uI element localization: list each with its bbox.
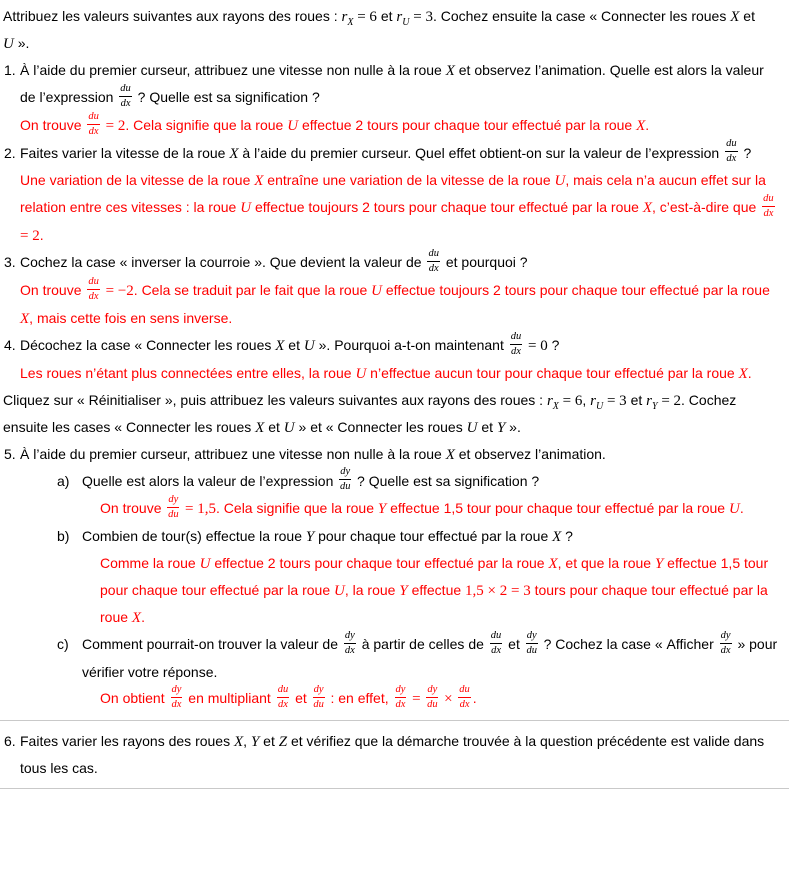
math-variable: [306, 529, 314, 545]
variable-letter: U: [283, 419, 295, 436]
fraction-numerator: du: [458, 684, 471, 698]
intro-paragraph: [3, 387, 783, 441]
text-run: . Cela se traduit par le fait que la roue: [133, 281, 372, 298]
text-run: Combien de tour(s) effectue la roue: [82, 528, 306, 545]
block-content: [100, 555, 768, 625]
fraction-denominator: dx: [120, 97, 131, 109]
text-run: , mais cette fois en sens inverse.: [29, 309, 233, 326]
text-run: » pour vérifier votre réponse.: [82, 636, 778, 680]
math-variable: [20, 311, 29, 327]
text-run: et: [291, 689, 311, 706]
text-run: n’effectue aucun tour pour chaque tour effectué par la roue: [366, 364, 739, 381]
fraction: [87, 276, 100, 303]
text-run: et observez l’animation.: [454, 445, 606, 462]
text-run: , et que la roue: [557, 555, 655, 572]
math-variable: [646, 392, 658, 412]
fraction-numerator: du: [427, 248, 440, 262]
variable-subscript: X: [552, 400, 559, 412]
item-marker: 6.: [4, 732, 16, 749]
fraction-numerator: dy: [526, 630, 538, 644]
item-marker: c): [57, 636, 69, 653]
fraction-denominator: du: [313, 698, 324, 710]
item-marker: 2.: [4, 144, 16, 161]
math-variable: [396, 9, 410, 28]
text-run: à partir de celles de: [357, 636, 488, 653]
fraction-numerator: dy: [426, 684, 438, 698]
text-run: ?: [739, 144, 752, 161]
variable-letter: r: [546, 392, 553, 409]
fraction-numerator: du: [725, 138, 738, 152]
text-run: ? Quelle est sa signification ?: [353, 472, 540, 489]
math-expression: = 3: [409, 9, 433, 25]
fraction: [313, 684, 325, 711]
sub-question-item: [3, 523, 783, 550]
block-content: [100, 494, 744, 521]
math-expression: = 6: [353, 9, 377, 25]
fraction-numerator: dy: [344, 630, 356, 644]
text-run: Comme la roue: [100, 555, 200, 572]
text-run: ». Pourquoi a-t-on maintenant: [314, 336, 508, 353]
variable-letter: U: [199, 556, 211, 573]
variable-letter: X: [548, 556, 558, 573]
block-content: [82, 466, 540, 493]
fraction-numerator: dy: [339, 466, 351, 480]
block-content: [20, 330, 560, 357]
variable-letter: X: [233, 733, 244, 750]
intro-paragraph: [3, 3, 783, 57]
fraction-denominator: dx: [491, 644, 501, 656]
variable-letter: X: [636, 117, 646, 134]
text-run: .: [472, 689, 477, 706]
block-content: [82, 528, 573, 544]
math-expression: ×: [440, 690, 457, 707]
fraction-denominator: dx: [344, 644, 355, 656]
fraction-denominator: dx: [459, 698, 470, 710]
text-run: Quelle est alors la valeur de l’expression: [82, 472, 338, 489]
fraction: [725, 138, 738, 165]
text-run: effectue 2 tours pour chaque tour effectué par la roue: [210, 555, 549, 572]
variable-letter: U: [240, 200, 252, 217]
text-run: et: [376, 8, 397, 24]
variable-letter: X: [131, 610, 142, 627]
math-variable: [255, 420, 264, 436]
text-run: et: [626, 391, 647, 408]
fraction: [395, 684, 407, 711]
text-run: effectue: [407, 582, 466, 599]
text-run: Faites varier la vitesse de la roue: [20, 144, 230, 161]
fraction-numerator: dy: [313, 684, 325, 698]
variable-letter: X: [20, 310, 30, 327]
text-run: à l’aide du premier curseur. Quel effet obtient-on sur la valeur de l’expression: [238, 144, 724, 161]
fraction-denominator: du: [427, 698, 438, 710]
variable-letter: X: [445, 63, 455, 79]
fraction-numerator: du: [762, 193, 775, 207]
fraction: [344, 630, 356, 657]
text-run: et: [739, 8, 755, 24]
text-run: .: [747, 364, 752, 381]
math-variable: [467, 420, 478, 436]
fraction-denominator: dx: [88, 125, 99, 137]
variable-letter: X: [730, 9, 740, 25]
text-run: ?: [561, 528, 573, 545]
block-content: [20, 62, 764, 109]
text-run: Attribuez les valeurs suivantes aux rayons des roues :: [3, 8, 342, 24]
text-run: .: [739, 500, 744, 517]
variable-letter: U: [355, 365, 367, 382]
fraction-numerator: du: [87, 276, 100, 290]
fraction: [171, 684, 183, 711]
text-run: , mais cela n’a aucun effet sur la relation entre ces vitesses : la roue: [20, 172, 766, 216]
text-run: .: [141, 609, 145, 626]
math-expression: = 1,5: [181, 501, 217, 518]
math-variable: [378, 501, 386, 517]
block-content: [3, 392, 736, 435]
math-variable: [355, 366, 366, 382]
math-variable: [200, 556, 211, 572]
text-run: Une variation de la vitesse de la roue: [20, 172, 255, 189]
text-run: . Cochez ensuite la case « Connecter les roues: [432, 8, 731, 24]
math-variable: [240, 200, 251, 216]
fraction-denominator: dx: [395, 698, 406, 710]
fraction: [277, 684, 290, 711]
sub-answer-text: [100, 685, 783, 713]
question-item: [3, 441, 783, 468]
text-run: effectue 1,5 tour pour chaque tour effectué par la roue: [100, 555, 769, 599]
answer-text: [20, 112, 783, 140]
answer-text: [20, 277, 783, 332]
question-item: [3, 728, 783, 781]
variable-letter: U: [728, 501, 740, 518]
text-run: ? Quelle est sa signification ?: [133, 89, 320, 105]
block-content: [20, 138, 752, 165]
sub-answer-text: [100, 495, 783, 523]
block-content: [20, 365, 752, 381]
question-item: [3, 332, 783, 360]
math-variable: [555, 173, 566, 189]
text-run: On obtient: [100, 689, 169, 706]
text-run: On trouve: [20, 116, 86, 133]
fraction: [339, 466, 351, 493]
variable-letter: U: [334, 583, 345, 600]
fraction: [720, 630, 732, 657]
section-divider: [0, 720, 789, 721]
fraction: [87, 111, 100, 138]
text-run: et: [504, 636, 524, 653]
math-variable: [304, 338, 315, 354]
fraction: [762, 193, 775, 220]
fraction: [458, 684, 471, 711]
math-variable: [643, 200, 652, 216]
fraction-denominator: dx: [726, 153, 737, 165]
fraction-numerator: du: [510, 331, 523, 345]
text-run: ? Cochez la case « Afficher: [539, 636, 718, 653]
fraction-numerator: du: [119, 83, 132, 97]
text-run: et observez l’animation. Quelle est alors la valeur de l’expression: [20, 62, 764, 105]
variable-letter: U: [303, 337, 315, 354]
fraction-denominator: dx: [720, 644, 731, 656]
fraction-numerator: dy: [395, 684, 407, 698]
math-variable: [446, 447, 455, 463]
variable-letter: U: [3, 36, 14, 52]
fraction-numerator: dy: [720, 630, 732, 644]
fraction-numerator: du: [87, 111, 100, 125]
sub-question-item: [3, 468, 783, 496]
sub-question-item: [3, 631, 783, 685]
text-run: On trouve: [20, 281, 86, 298]
variable-letter: U: [466, 419, 478, 436]
fraction-denominator: dx: [88, 290, 99, 302]
fraction-denominator: du: [168, 509, 179, 521]
fraction-denominator: dx: [511, 345, 521, 357]
block-content: [20, 110, 650, 137]
item-marker: 3.: [4, 254, 16, 271]
math-expression: = 3: [603, 392, 627, 409]
fraction-numerator: du: [277, 684, 290, 698]
text-run: À l’aide du premier curseur, attribuez une vitesse non nulle à la roue: [20, 445, 446, 462]
variable-letter: Y: [377, 501, 387, 518]
variable-letter: U: [371, 282, 382, 299]
text-run: Les roues n’étant plus connectées entre elles, la roue: [20, 364, 356, 381]
block-content: [20, 275, 770, 327]
math-variable: [636, 118, 645, 134]
fraction: [427, 248, 440, 275]
text-run: effectue toujours 2 tours pour chaque tour effectué par la roue: [251, 199, 643, 216]
variable-letter: r: [590, 392, 596, 409]
answer-text: [20, 167, 783, 249]
text-run: ,: [243, 732, 251, 749]
math-variable: [590, 392, 604, 412]
variable-letter: X: [738, 365, 748, 382]
block-content: [82, 629, 778, 680]
fraction: [167, 494, 179, 521]
text-run: et: [264, 418, 284, 435]
text-run: effectue 2 tours pour chaque tour effectué par la roue: [298, 116, 637, 133]
item-marker: 5.: [4, 445, 16, 462]
variable-letter: U: [287, 117, 299, 134]
math-variable: [132, 610, 141, 626]
math-variable: [729, 501, 740, 517]
math-variable: [552, 529, 561, 545]
math-variable: [341, 9, 354, 28]
math-variable: [287, 118, 298, 134]
variable-subscript: U: [402, 17, 410, 28]
text-run: » et « Connecter les roues: [294, 418, 467, 435]
math-expression: = 2: [20, 228, 40, 245]
variable-letter: X: [255, 419, 265, 436]
text-run: et: [477, 418, 497, 435]
text-run: À l’aide du premier curseur, attribuez une vitesse non nulle à la roue: [20, 62, 446, 78]
fraction-denominator: du: [339, 481, 351, 493]
variable-subscript: Y: [652, 400, 658, 412]
math-variable: [546, 392, 559, 412]
question-item: [3, 249, 783, 277]
fraction-denominator: dx: [277, 698, 288, 710]
item-marker: b): [57, 528, 70, 545]
text-run: pour chaque tour effectué par la roue: [314, 528, 553, 545]
variable-letter: r: [646, 392, 652, 409]
text-run: entraîne une variation de la vitesse de la roue: [263, 172, 555, 189]
variable-letter: r: [341, 9, 348, 25]
item-marker: 4.: [4, 336, 16, 353]
variable-subscript: X: [347, 17, 354, 28]
text-run: , c’est-à-dire que: [652, 199, 761, 216]
block-content: [20, 172, 777, 243]
block-content: [20, 446, 606, 462]
text-run: Faites varier les rayons des roues: [20, 732, 234, 749]
fraction: [526, 630, 538, 657]
variable-letter: X: [254, 173, 264, 190]
fraction-numerator: dy: [171, 684, 183, 698]
variable-letter: Y: [496, 419, 506, 436]
fraction: [510, 331, 523, 358]
variable-letter: X: [229, 145, 239, 162]
variable-letter: X: [642, 200, 652, 217]
math-variable: [234, 734, 243, 750]
fraction-denominator: dx: [763, 208, 774, 220]
math-expression: = 2: [101, 117, 126, 134]
text-run: et: [259, 732, 279, 749]
text-run: et: [284, 336, 304, 353]
math-variable: [229, 146, 238, 162]
text-run: : en effet,: [326, 689, 393, 706]
variable-letter: Y: [399, 583, 408, 600]
math-variable: [3, 36, 14, 52]
math-expression: = 6: [558, 392, 583, 409]
block-content: [3, 8, 755, 51]
text-run: On trouve: [100, 500, 166, 517]
answer-text: [20, 360, 783, 387]
text-run: en multipliant: [184, 689, 275, 706]
fraction-numerator: du: [490, 630, 503, 644]
math-expression: = 2: [657, 392, 682, 409]
question-item: [3, 57, 783, 112]
variable-letter: Y: [654, 556, 664, 573]
text-run: ».: [13, 35, 30, 51]
math-expression: 1,5 × 2 = 3: [465, 583, 531, 600]
text-run: ,: [582, 391, 591, 408]
fraction: [119, 83, 132, 110]
math-expression: =: [408, 690, 425, 707]
math-variable: [399, 583, 407, 599]
math-variable: [548, 556, 557, 572]
text-run: . Cela signifie que la roue: [125, 116, 288, 133]
question-item: [3, 140, 783, 168]
sub-answer-text: [100, 550, 783, 631]
fraction: [490, 630, 503, 657]
math-variable: [284, 420, 295, 436]
text-run: .: [645, 116, 650, 133]
fraction-denominator: dx: [428, 262, 439, 274]
text-run: Cliquez sur « Réinitialiser », puis attribuez les valeurs suivantes aux rayons des roues :: [3, 391, 547, 408]
block-content: [20, 733, 764, 776]
text-run: Décochez la case « Connecter les roues: [20, 336, 276, 353]
math-expression: = 0: [524, 337, 548, 354]
math-variable: [279, 734, 287, 750]
variable-subscript: U: [595, 400, 604, 412]
fraction-denominator: dx: [171, 698, 182, 710]
text-run: . Cela signifie que la roue: [216, 500, 378, 517]
block-content: [20, 247, 528, 274]
text-run: et vérifiez que la démarche trouvée à la question précédente est valide dans tous les cas.: [20, 732, 765, 776]
variable-letter: U: [554, 173, 566, 190]
text-run: . Cochez ensuite les cases « Connecter les roues: [3, 391, 737, 435]
block-content: [100, 683, 477, 710]
math-variable: [334, 583, 345, 599]
text-run: .: [39, 227, 44, 244]
math-variable: [371, 283, 382, 299]
variable-letter: X: [275, 337, 285, 354]
variable-letter: Y: [305, 529, 315, 546]
variable-letter: X: [552, 529, 562, 546]
math-variable: [739, 366, 748, 382]
fraction-numerator: dy: [167, 494, 179, 508]
text-run: Cochez la case « inverser la courroie ». Que devient la valeur de: [20, 254, 426, 271]
item-marker: a): [57, 472, 70, 489]
text-run: tours pour chaque tour effectué par la roue: [100, 582, 768, 626]
item-marker: 1.: [4, 62, 16, 78]
text-run: ».: [505, 418, 521, 435]
text-run: et pourquoi ?: [441, 254, 528, 271]
section-divider: [0, 788, 789, 789]
variable-letter: r: [396, 9, 403, 25]
math-variable: [446, 63, 455, 79]
text-run: effectue 1,5 tour pour chaque tour effectué par la roue: [386, 500, 729, 517]
variable-letter: X: [445, 446, 455, 463]
text-run: ?: [547, 336, 560, 353]
text-run: , la roue: [344, 582, 400, 599]
fraction-denominator: du: [526, 644, 537, 656]
fraction: [426, 684, 438, 711]
variable-letter: Y: [250, 733, 260, 750]
variable-letter: Z: [278, 733, 288, 750]
math-expression: = −2: [101, 282, 134, 299]
text-run: Comment pourrait-on trouver la valeur de: [82, 636, 342, 653]
text-run: effectue toujours 2 tours pour chaque tour effectué par la roue: [382, 281, 770, 298]
